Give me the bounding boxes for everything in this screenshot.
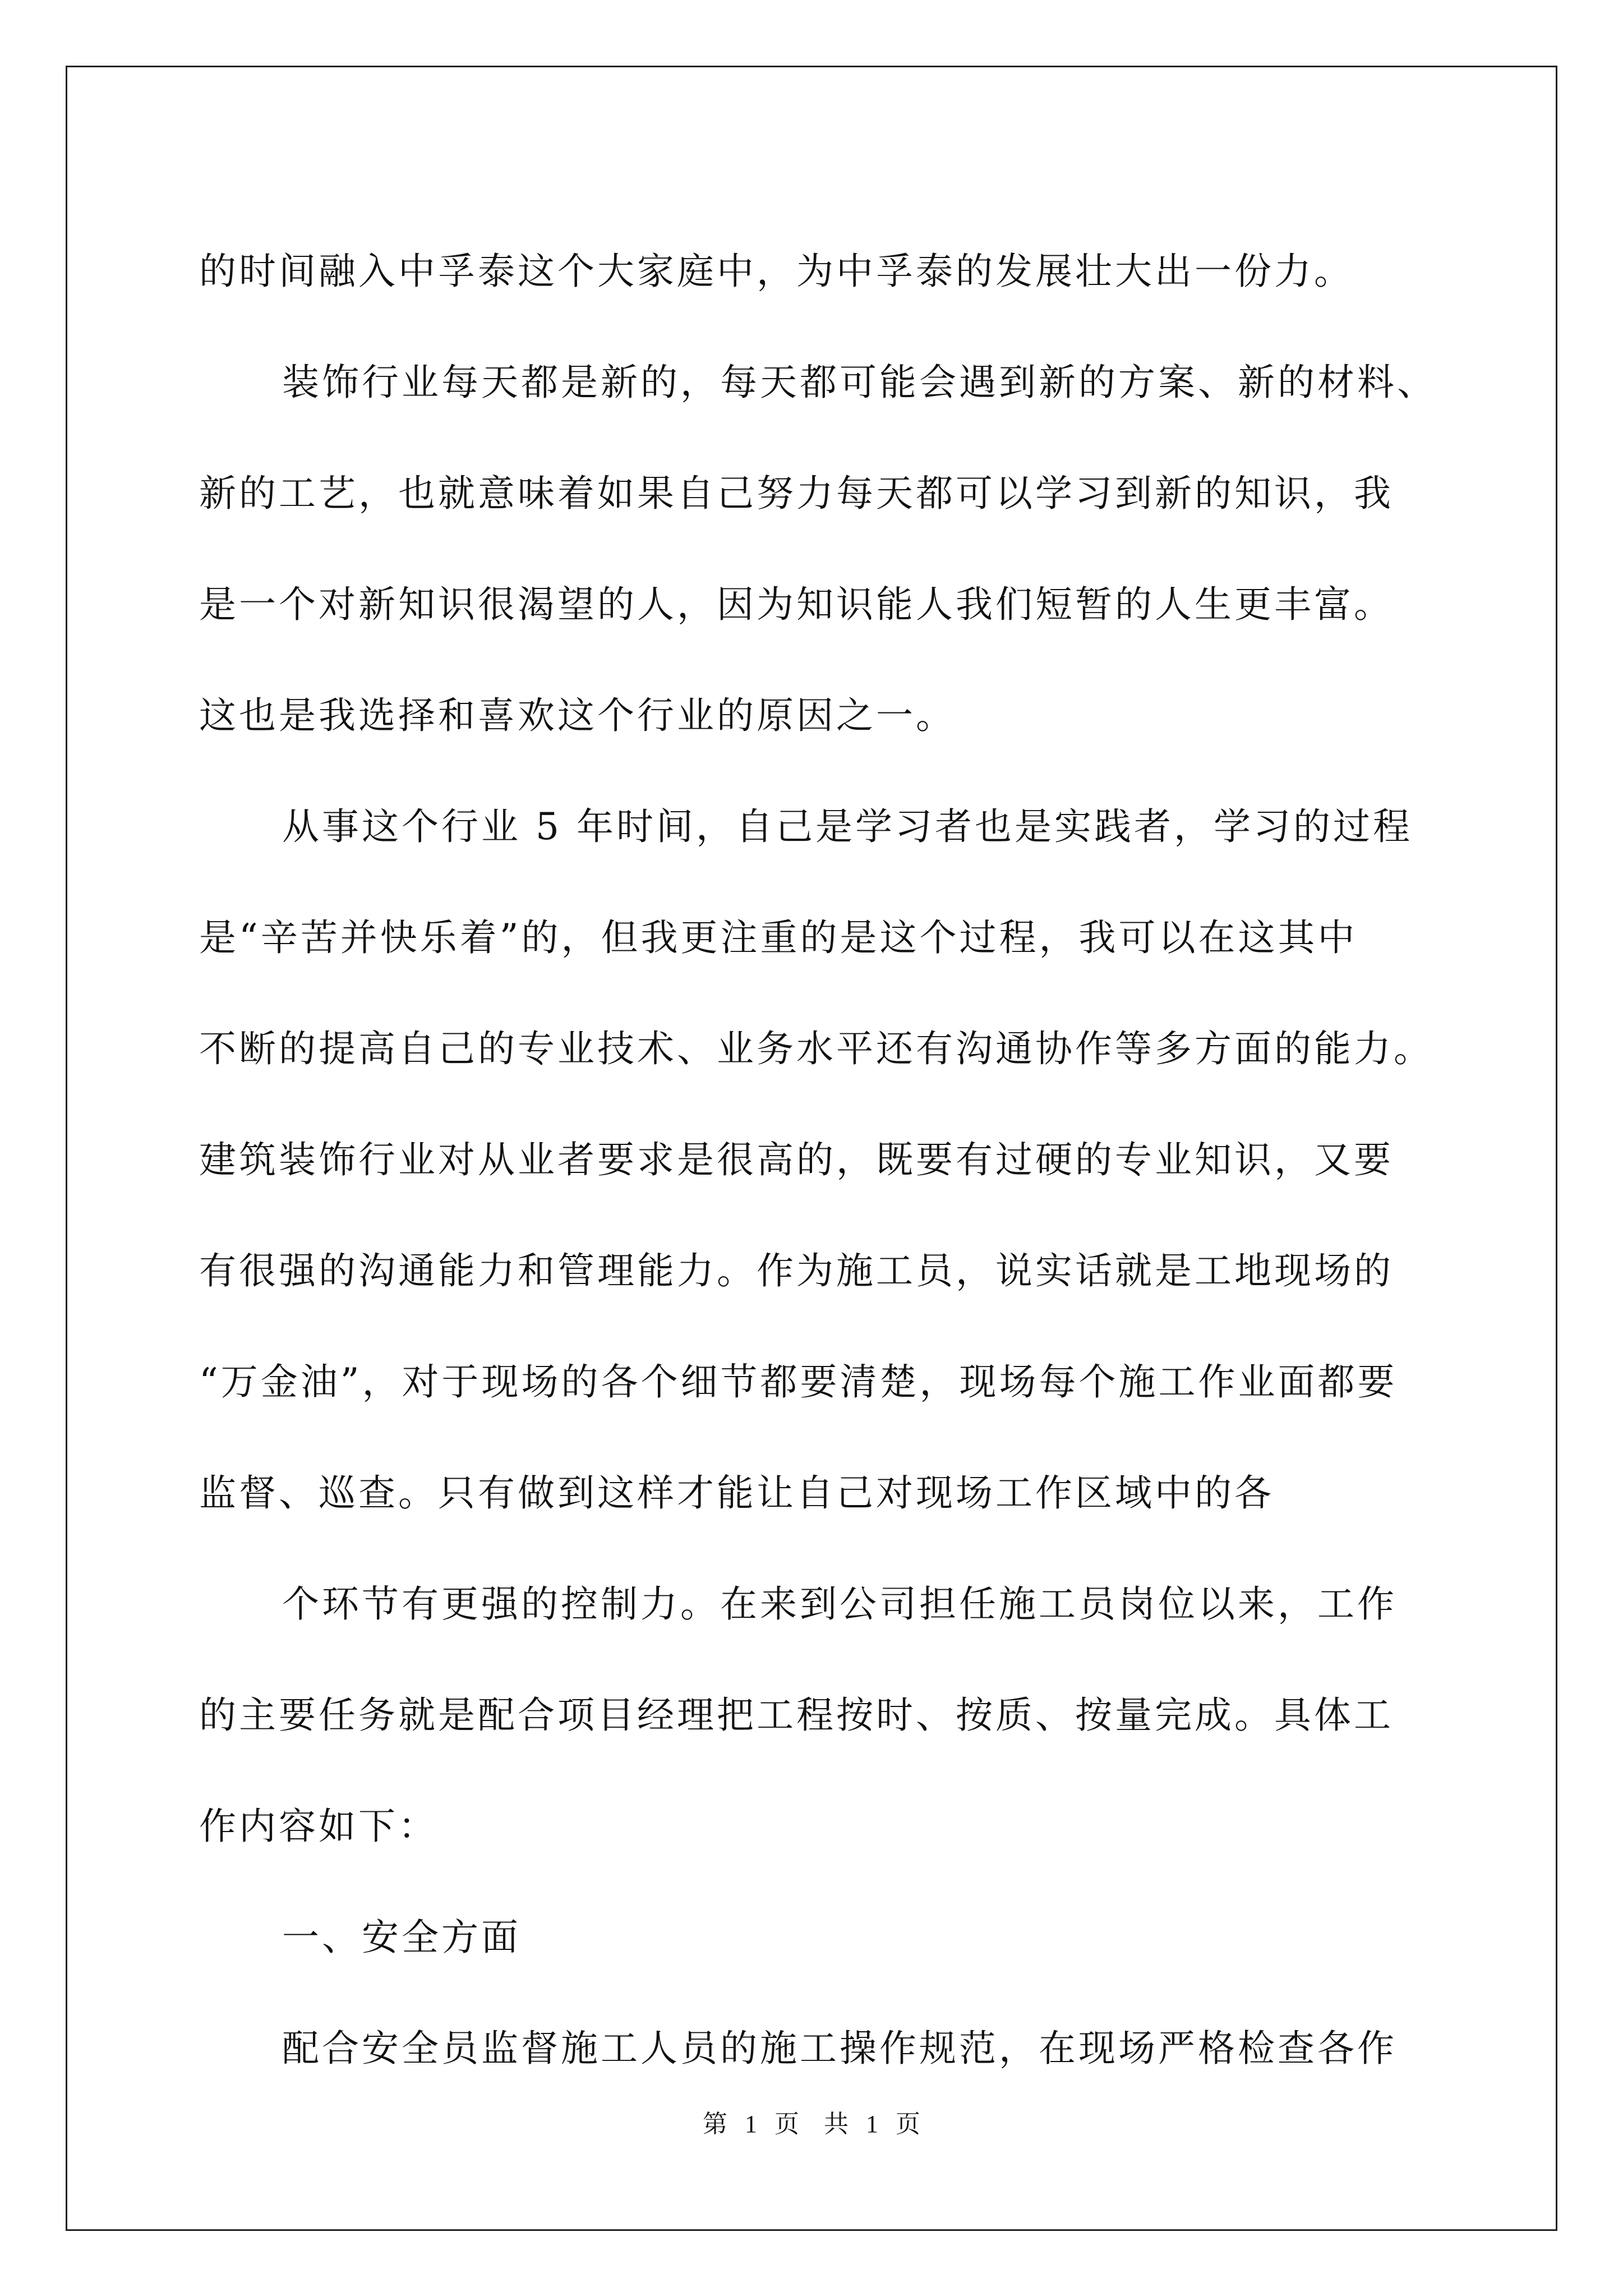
text-line: 新的工艺，也就意味着如果自己努力每天都可以学习到新的知识，我 [199,472,1394,515]
text-line: “万金油”，对于现场的各个细节都要清楚，现场每个施工作业面都要 [199,1360,1398,1404]
section-heading: 一、安全方面 [282,1916,521,1959]
text-line: 建筑装饰行业对从业者要求是很高的，既要有过硬的专业知识，又要 [199,1138,1394,1181]
text-line: 不断的提高自己的专业技术、业务水平还有沟通协作等多方面的能力。 [199,1027,1433,1070]
text-line: 这也是我选择和喜欢这个行业的原因之一。 [199,694,956,737]
text-line: 的主要任务就是配合项目经理把工程按时、按质、按量完成。具体工 [199,1694,1394,1737]
text-line: 装饰行业每天都是新的，每天都可能会遇到新的方案、新的材料、 [282,361,1437,404]
text-line: 配合安全员监督施工人员的施工操作规范，在现场严格检查各作 [282,2027,1397,2070]
text-line: 监督、巡查。只有做到这样才能让自己对现场工作区域中的各 [199,1471,1274,1515]
text-line: 从事这个行业 5 年时间，自己是学习者也是实践者，学习的过程 [282,805,1413,848]
text-line: 的时间融入中孚泰这个大家庭中，为中孚泰的发展壮大出一份力。 [199,250,1354,293]
text-line: 有很强的沟通能力和管理能力。作为施工员，说实话就是工地现场的 [199,1249,1394,1292]
text-line: 作内容如下： [199,1805,438,1848]
page-number-footer: 第 1 页 共 1 页 [703,2110,920,2138]
document-body [199,216,1438,2104]
text-line: 是“辛苦并快乐着”的，但我更注重的是这个过程，我可以在这其中 [199,916,1358,959]
text-line: 是一个对新知识很渴望的人，因为知识能人我们短暂的人生更丰富。 [199,583,1394,626]
text-line: 个环节有更强的控制力。在来到公司担任施工员岗位以来，工作 [282,1582,1397,1626]
